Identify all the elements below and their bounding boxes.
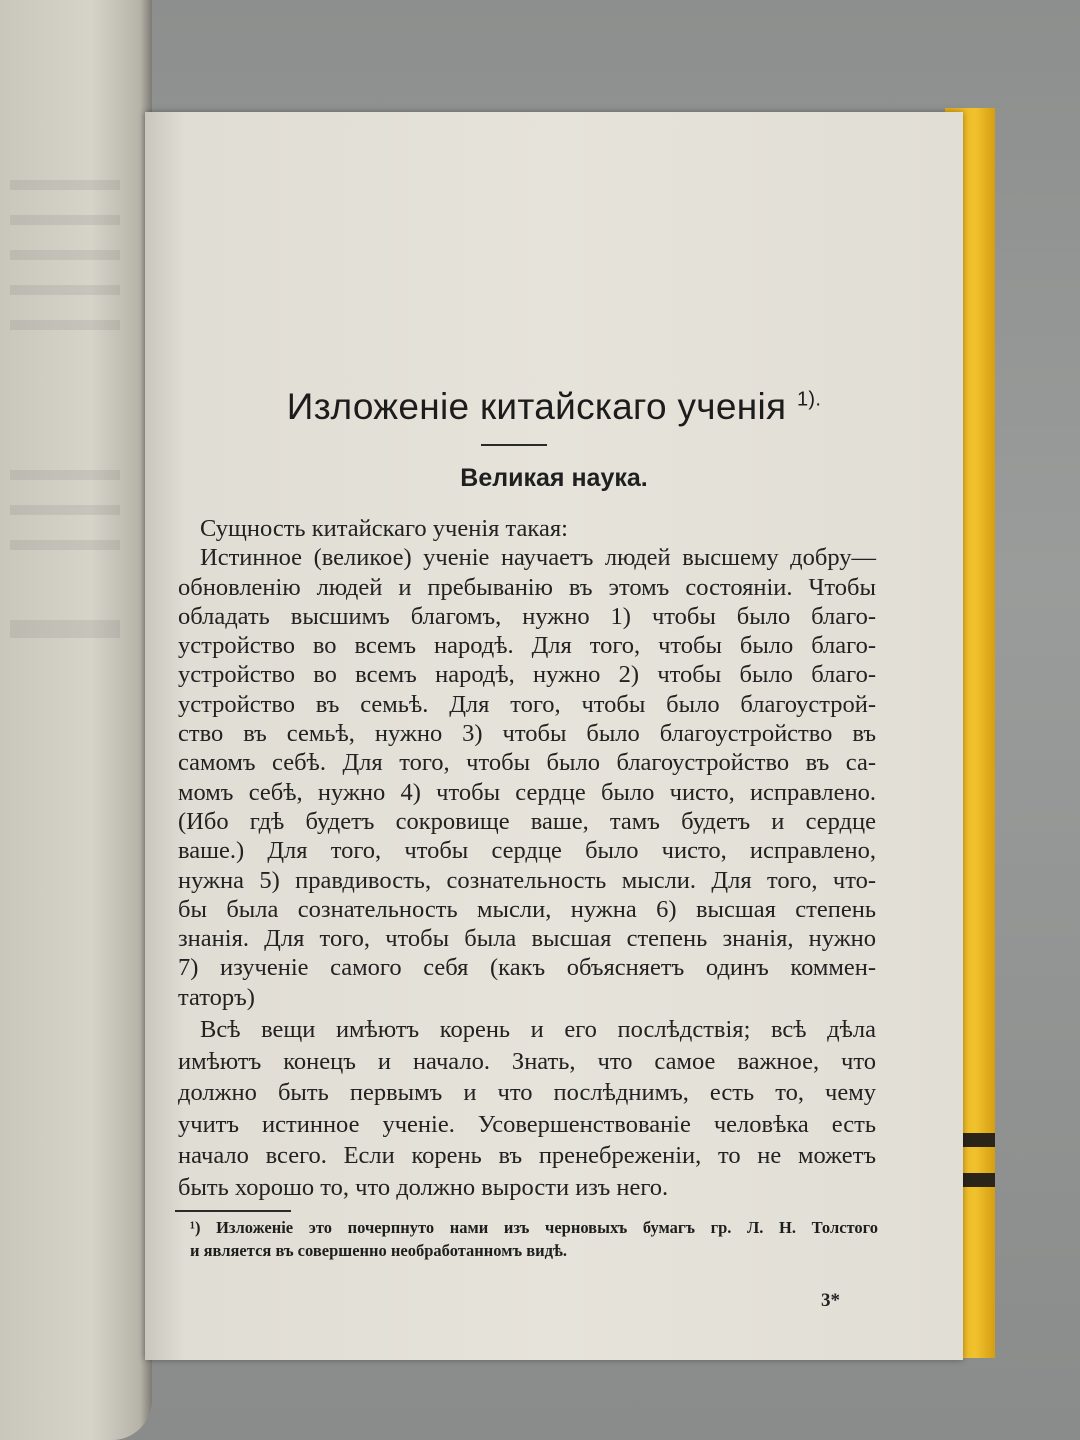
title-footnote-mark: 1). bbox=[796, 388, 822, 411]
footnote-divider bbox=[175, 1210, 291, 1212]
paragraph-1 bbox=[178, 514, 876, 1012]
text-line: таторъ) bbox=[178, 983, 255, 1011]
footnote-line: ¹) Изложеніе это почерпнуто нами изъ черновыхъ бумагъ гр. Л. Н. Толстого bbox=[190, 1218, 878, 1237]
text-line: устройство во всемъ народѣ, нужно 2) чтобы было благо- bbox=[178, 661, 876, 689]
text-line: обновленію людей и пребыванію въ этомъ состояніи. Чтобы bbox=[178, 573, 876, 601]
text-line: нужна 5) правдивость, сознательность мысли. Для того, что- bbox=[178, 866, 876, 894]
text-line: (Ибо гдѣ будетъ сокровище ваше, тамъ будетъ и сердце bbox=[178, 807, 876, 835]
text-line: Сущность китайскаго ученія такая: bbox=[200, 515, 568, 542]
text-line: самомъ себѣ. Для того, чтобы было благоустройство въ са- bbox=[178, 749, 876, 777]
chapter-title bbox=[145, 386, 963, 428]
text-line: момъ себѣ, нужно 4) чтобы сердце было чисто, исправлено. bbox=[178, 778, 876, 806]
text-line: имѣютъ конецъ и начало. Знать, что самое важное, что bbox=[178, 1047, 876, 1075]
text-line: учитъ истинное ученіе. Усовершенствованіе человѣка есть bbox=[178, 1110, 876, 1138]
text-line: устройство въ семьѣ. Для того, чтобы было благоустрой- bbox=[178, 690, 876, 718]
title-text: Изложеніе китайскаго ученія bbox=[286, 386, 787, 427]
text-line: устройство во всемъ народѣ. Для того, чтобы было благо- bbox=[178, 632, 876, 660]
book-page bbox=[145, 112, 963, 1360]
text-line: ство въ семьѣ, нужно 3) чтобы было благоустройство въ bbox=[178, 720, 876, 748]
text-line: бы была сознательность мысли, нужна 6) высшая степень bbox=[178, 895, 876, 923]
text-line: обладать высшимъ благомъ, нужно 1) чтобы было благо- bbox=[178, 602, 876, 630]
text-line: быть хорошо то, что должно вырости изъ него. bbox=[178, 1173, 669, 1201]
footnote bbox=[190, 1216, 878, 1262]
text-line: Истинное (великое) ученіе научаетъ людей высшему добру— bbox=[200, 544, 876, 572]
paragraph-2 bbox=[178, 1014, 876, 1203]
text-line: начало всего. Если корень въ пренебреженіи, то не можетъ bbox=[178, 1142, 876, 1170]
text-line: 7) изученіе самого себя (какъ объясняетъ одинъ коммен- bbox=[178, 954, 876, 982]
text-line: ваше.) Для того, чтобы сердце было чисто, исправлено, bbox=[178, 837, 876, 865]
text-line: должно быть первымъ и что послѣднимъ, есть то, чему bbox=[178, 1079, 876, 1107]
body-text bbox=[178, 514, 876, 1203]
title-divider bbox=[481, 444, 547, 446]
footnote-line: и является въ совершенно необработанномъ видѣ. bbox=[190, 1241, 568, 1260]
page-number: 3* bbox=[821, 1290, 840, 1311]
facing-page bbox=[0, 0, 152, 1440]
section-heading: Великая наука. bbox=[460, 464, 648, 492]
text-line: знанія. Для того, чтобы была высшая степень знанія, нужно bbox=[178, 925, 876, 953]
text-line: Всѣ вещи имѣютъ корень и его послѣдствія; всѣ дѣла bbox=[200, 1016, 876, 1044]
